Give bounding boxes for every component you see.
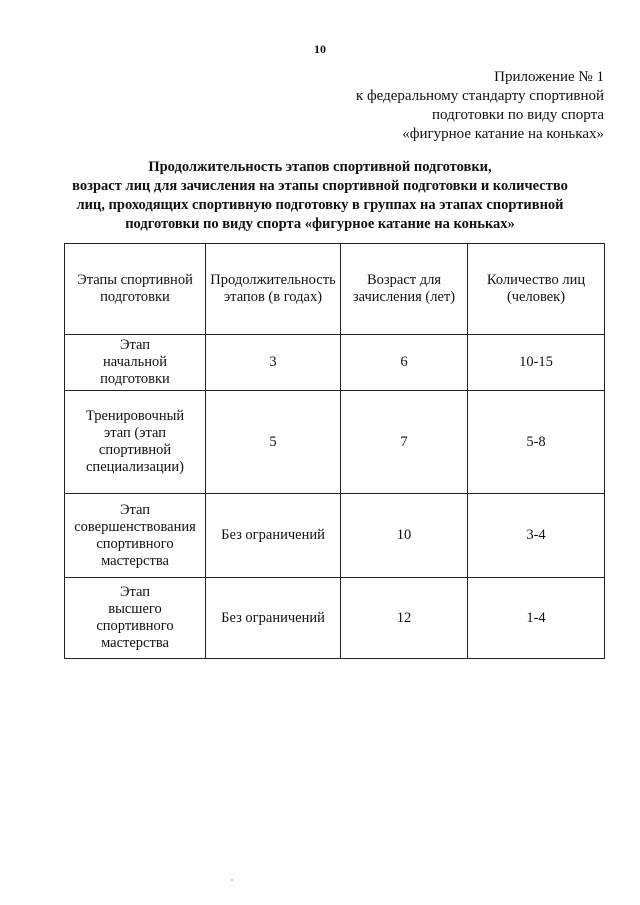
page-number: 10: [314, 42, 326, 56]
stage-cell: Этап высшего спортивного мастерства: [65, 578, 206, 659]
table-row: [65, 391, 605, 494]
title-line: подготовки по виду спорта «фигурное катание на коньках»: [125, 216, 515, 232]
scan-speck: [231, 879, 233, 881]
table-row: [65, 335, 605, 391]
table-row: [65, 494, 605, 578]
age-cell: 7: [341, 391, 468, 494]
table-header-row: [65, 244, 605, 335]
age-cell: 10: [341, 494, 468, 578]
title-line: возраст лиц для зачисления на этапы спортивной подготовки и количество: [72, 178, 568, 194]
appendix-header: [274, 68, 604, 144]
age-cell: 6: [341, 335, 468, 391]
count-cell: 3-4: [468, 494, 605, 578]
stage-cell: Этап начальной подготовки: [65, 335, 206, 391]
duration-cell: Без ограничений: [206, 578, 341, 659]
appendix-line: «фигурное катание на коньках»: [402, 126, 604, 142]
age-cell: 12: [341, 578, 468, 659]
header-age: Возраст для зачисления (лет): [341, 244, 468, 335]
stage-cell: Этап совершенствования спортивного мастерства: [65, 494, 206, 578]
duration-cell: Без ограничений: [206, 494, 341, 578]
duration-cell: 5: [206, 391, 341, 494]
count-cell: 10-15: [468, 335, 605, 391]
stage-cell: Тренировочный этап (этап спортивной специализации): [65, 391, 206, 494]
table-row: [65, 578, 605, 659]
document-title: [40, 158, 600, 234]
count-cell: 1-4: [468, 578, 605, 659]
header-duration: Продолжительность этапов (в годах): [206, 244, 341, 335]
header-count: Количество лиц (человек): [468, 244, 605, 335]
appendix-line: к федеральному стандарту спортивной: [355, 88, 604, 104]
appendix-line: подготовки по виду спорта: [432, 107, 604, 123]
title-line: Продолжительность этапов спортивной подготовки,: [148, 159, 492, 175]
title-line: лиц, проходящих спортивную подготовку в группах на этапах спортивной: [76, 197, 564, 213]
count-cell: 5-8: [468, 391, 605, 494]
header-stage: Этапы спортивной подготовки: [65, 244, 206, 335]
duration-cell: 3: [206, 335, 341, 391]
appendix-line: Приложение № 1: [494, 69, 604, 85]
stages-table: [64, 243, 605, 659]
